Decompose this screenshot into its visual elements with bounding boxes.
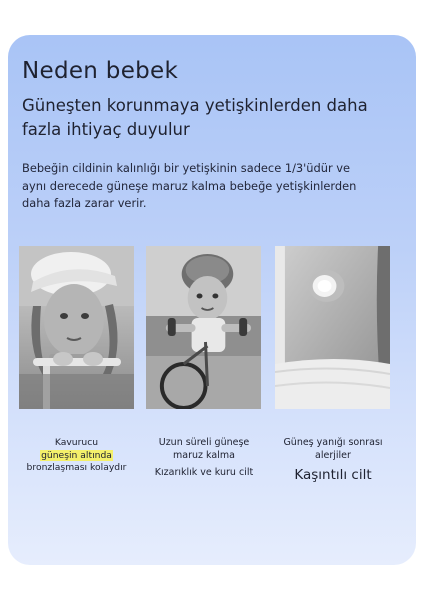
caption-sunburn-allergy: Güneş yanığı sonrası alerjiler <box>283 437 383 461</box>
caption-text: Kavurucu <box>54 437 99 448</box>
page-subtitle: Güneşten korunmaya yetişkinlerden daha fazla ihtiyaç duyulur <box>22 96 368 139</box>
caption-sun-tan <box>19 437 134 475</box>
page-title: Neden bebek <box>22 58 179 84</box>
caption-redness-dryness: Kızarıklık ve kuru cilt <box>154 467 254 478</box>
photo-skin-cream <box>275 246 390 409</box>
caption-long-exposure: Uzun süreli güneşe maruz kalma <box>158 437 250 461</box>
photo-child-helmet-bike <box>146 246 261 409</box>
caption-highlight: güneşin altında <box>41 449 112 461</box>
caption-itchy-skin: Kaşıntılı cilt <box>294 467 372 483</box>
caption-text: bronzlaşması kolaydır <box>26 462 127 473</box>
photo-child-cap <box>19 246 134 409</box>
description-text: Bebeğin cildinin kalınlığı bir yetişkinin sadece 1/3'üdür ve aynı derecede güneşe maruz kalma bebeğe yetişkinlerden daha fazla zarar verir. <box>22 161 357 210</box>
